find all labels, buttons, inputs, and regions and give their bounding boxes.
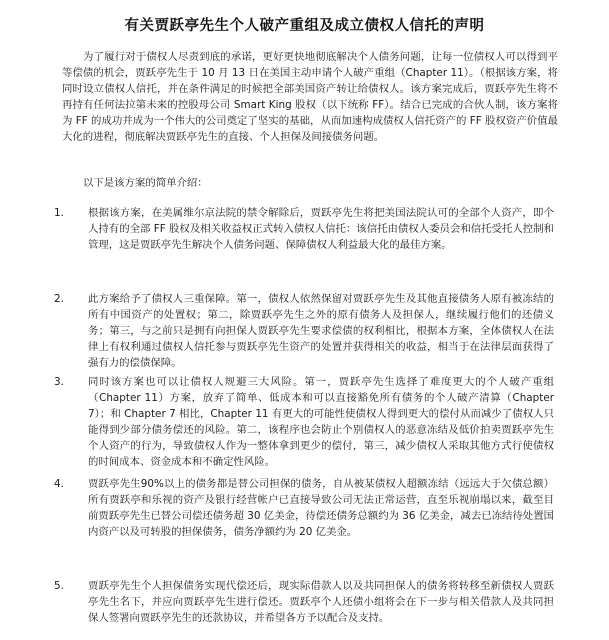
list-item bbox=[54, 205, 554, 253]
list-item-number: 2. bbox=[54, 293, 64, 305]
list-item-text: 同时该方案也可以让债权人规避三大风险。第一，贾跃亭先生选择了难度更大的个人破产重组（Chapter 11）方案，放弃了简单、低成本和可以直接豁免所有债务的个人破产清算（Chapter 7）；和 Chapter 7 相比，Chapter 11 有更大的可能性使债权人得到更大的偿付从而减少了债权人只能得到少部分债务偿还的风险。第二，该程序也会防止个别债权人的恶意冻结及低价拍卖贾跃亭先生个人资产的行为，导致债权人作为一整体拿到更少的偿付，第三，减少债权人采取其他方式行使债权的时间成本、资金成本和不确定性风险。 bbox=[88, 376, 554, 469]
list-item bbox=[54, 374, 554, 471]
list-item bbox=[54, 476, 554, 540]
list-item-number: 4. bbox=[54, 478, 64, 490]
list-item bbox=[54, 578, 554, 626]
list-item-number: 3. bbox=[54, 376, 64, 388]
document-title: 有关贾跃亭先生个人破产重组及成立债权人信托的声明 bbox=[124, 18, 485, 34]
list-item-text: 贾跃亭先生个人担保债务实现代偿还后，现实际借款人以及共同担保人的债务将转移至新债权人贾跃亭先生名下，并应向贾跃亭先生进行偿还。贾跃亭个人还债小组将会在下一步与相关借款人及共同担保人签署向贾跃亭先生的还款协议，并希望各方予以配合及支持。 bbox=[88, 580, 554, 625]
summary-lead: 以下是该方案的简单介绍： bbox=[83, 177, 208, 189]
list-item-text: 根据该方案，在美属维尔京法院的禁令解除后，贾跃亭先生将把美国法院认可的全部个人资产，即个人持有的全部 FF 股权及相关收益权正式转入债权人信托：该信托由债权人委员会和信托受托人控制和管理，这是贾跃亭先生解决个人债务问题、保障债权人利益最大化的最佳方案。 bbox=[88, 207, 554, 252]
list-item-text: 此方案给予了债权人三重保障。第一，债权人依然保留对贾跃亭先生及其他直接债务人原有被冻结的所有中国资产的处置权；第二，除贾跃亭先生之外的原有债务人及担保人，继续履行他们的还债义务；第三，与之前只是拥有向担保人贾跃亭先生要求偿债的权利相比，根据本方案，全体债权人在法律上有权利通过债权人信托参与贾跃亭先生资产的处置并获得相关的收益，相当于在法律层面获得了强有力的偿债保障。 bbox=[88, 293, 554, 370]
list-item-text: 贾跃亭先生90%以上的债务都是替公司担保的债务，自从被某债权人超额冻结（远远大于欠债总额）所有贾跃亭和乐视的资产及银行经营帐户已直接导致公司无法正常运营，直至乐视崩塌以来，截至目前贾跃亭先生已替公司偿还债务超 30 亿美金，待偿还债务总额约为 36 亿美金，减去已冻结待处置国内资产以及可转股的担保债务，债务净额约为 20 亿美金。 bbox=[88, 478, 554, 539]
list-item-number: 1. bbox=[54, 207, 64, 219]
intro-paragraph: 为了履行对于债权人尽责到底的承诺，更好更快地彻底解决个人债务问题，让每一位债权人可以得到平等偿债的机会，贾跃亭先生于 10 月 13 日在美国主动申请个人破产重组（Chapter 11）。（根据该方案，将同时设立债权人信托，并在条件满足的时候把全部美国资产转让给债权人。该方案完成后，贾跃亭先生将不再持有任何法拉第未来的控股母公司 Smart King 股权（以下统称 FF）。结合已完成的合伙人制，该方案将为 FF 的成功并成为一个伟大的公司奠定了坚实的基础，从而加速构成债权人信托资产的 FF 股权资产价值最大化的进程，彻底解决贾跃亭先生的直接、个人担保及间接债务问题。 bbox=[62, 51, 558, 143]
list-item bbox=[54, 291, 554, 371]
list-item-number: 5. bbox=[54, 580, 64, 592]
